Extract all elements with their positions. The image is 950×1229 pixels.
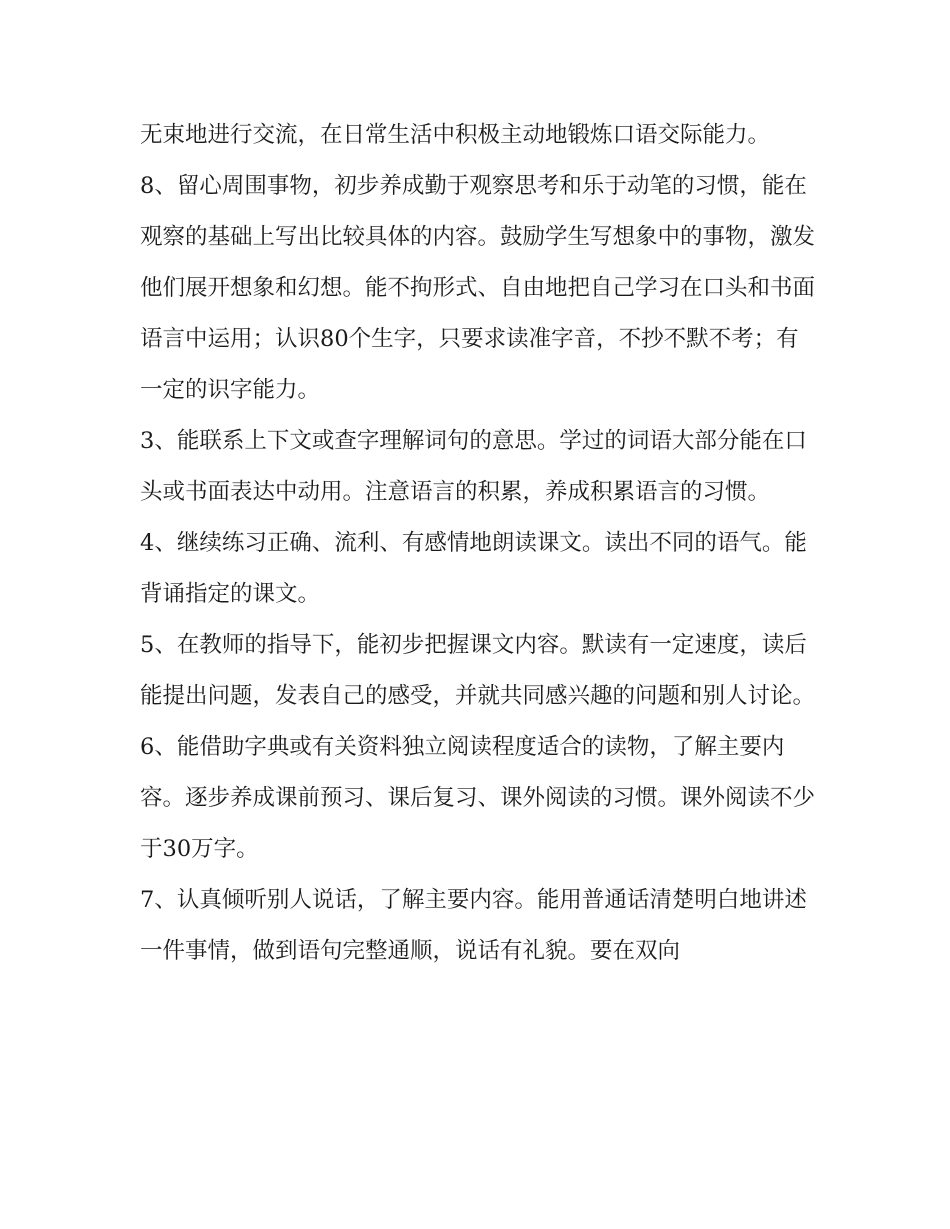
paragraph-item-6: 6、能借助字典或有关资料独立阅读程度适合的读物，了解主要内容。逐步养成课前预习、课后复习、课外阅读的习惯。课外阅读不少于30万字。 [140, 734, 816, 862]
paragraph-item-3: 3、能联系上下文或查字理解词句的意思。学过的词语大部分能在口头或书面表达中动用。注意语言的积累，养成积累语言的习惯。 [140, 428, 807, 505]
paragraph-item-5: 5、在教师的指导下，能初步把握课文内容。默读有一定速度，读后能提出问题，发表自己的感受，并就共同感兴趣的问题和别人讨论。 [140, 632, 816, 709]
paragraph-item-8: 8、留心周围事物，初步养成勤于观察思考和乐于动笔的习惯，能在观察的基础上写出比较具体的内容。鼓励学生写想象中的事物，激发他们展开想象和幻想。能不拘形式、自由地把自己学习在口头和书面语言中运用；认识80个生字，只要求读准字音，不抄不默不考；有一定的识字能力。 [140, 173, 816, 403]
paragraph-item-4: 4、继续练习正确、流利、有感情地朗读课文。读出不同的语气。能背诵指定的课文。 [140, 530, 807, 607]
paragraph-item-7: 7、认真倾听别人说话，了解主要内容。能用普通话清楚明白地讲述一件事情，做到语句完整通顺，说话有礼貌。要在双向 [140, 887, 807, 964]
paragraph-continuation: 无束地进行交流，在日常生活中积极主动地锻炼口语交际能力。 [140, 122, 771, 148]
document-body [140, 110, 820, 977]
